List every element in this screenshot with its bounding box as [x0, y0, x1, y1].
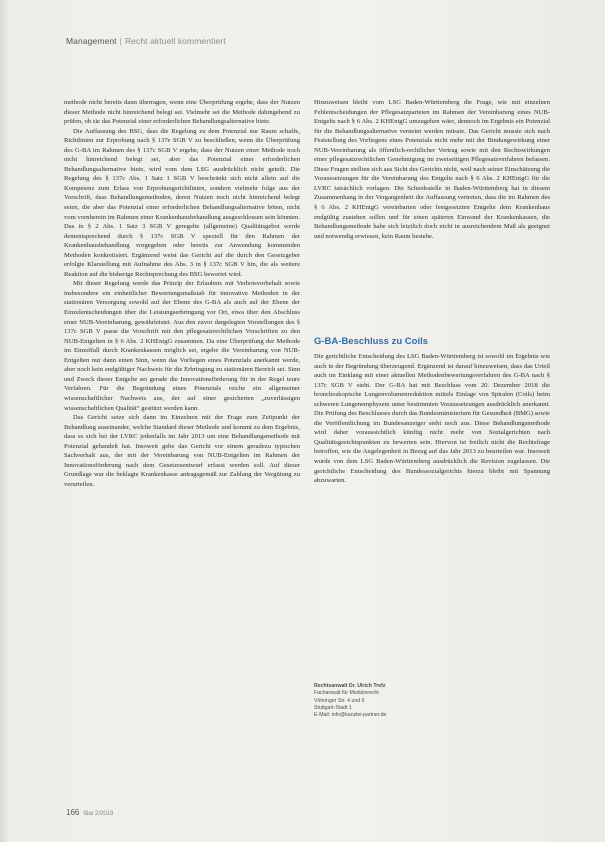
- right-column-lower: [314, 352, 550, 577]
- page-header: [66, 36, 226, 46]
- body-paragraph: Die Auffassung des BSG, dass die Regelung zu dem Potenzial nur Raum schaffe, Richtlinien zur Erprobung nach § 137e SGB V zu beschließen, wenn die Überprüfung des G-BA im Rahmen des § 137c SGB V ergebe, dass der Nutzen einer Methode noch nicht hinreichend belegt sei, aber das Potenzial einer erforderlichen Behandlungsalternative biete, wird vom dem LSG ausdrücklich nicht geteilt. Die Regelung des § 137c Abs. 1 Satz 1 SGB V beschränkt sich nicht allein auf die Kompetenz zum Erlass von Erprobungsrichtlinien, sondern vielmehr folge aus der Vorschrift, dass Behandlungsmethoden, deren Nutzen noch nicht hinreichend belegt seien, die aber das Potenzial einer erforderlichen Behandlungsalternative böten, nicht vom vornherein im Rahmen einer Krankenhausbehandlung ausgeschlossen sein könnten. Das in § 2 Abs. 1 Satz 3 SGB V geregelte (allgemeine) Qualitätsgebot werde dementsprechend durch § 137c SGB V speziell für den Rahmen der Krankenhausbehandlung vorgegeben oder bereits zur Anwendung kommenden Methoden konkretisiert. Ergänzend weist das Gericht auf die durch den Gesetzgeber erfolgte Klarstellung mit Aufnahme des Abs. 3 in § 137c SGB V hin, die als weitere Reaktion auf die bisherige Rechtsprechung des BSG bewertet wird.: [64, 127, 300, 278]
- section-subheading: G-BA-Beschluss zu Coils: [314, 336, 429, 347]
- author-name: Rechtsanwalt Dr. Ulrich Trefz: [314, 683, 386, 689]
- author-address: Vöhringer Str. 4 und 6: [314, 697, 365, 704]
- header-separator: |: [119, 36, 122, 46]
- page-footer: [66, 808, 113, 817]
- body-paragraph: Hinzuweisen bleibt vom LSG Baden-Württemberg die Frage, wie mit einzelnen Fehlentscheidungen der Pflegesatzparteien im Rahmen der Vereinbarung eines NUB-Entgelts nach § 6 Abs. 2 KHEntgG umzugehen wäre, dennoch im Ergebnis ein Potenzial für die Behandlungsalternative verneint werden müsste. Das Gericht musste sich nach Feststellung des Vorliegens eines Potenzials nicht mehr mit der Bindungswirkung einer NUB-Vereinbarung als öffentlich-rechtlicher Vertrag sowie mit den Rechtswirkungen einer pflegesatzrechtlichen Genehmigung im zweiseitigen Pflegesatzverfahren befassen. Diese Fragen stellten sich aus Sicht des Gerichts nicht, weil nach seiner Einschätzung die Voraussetzungen für die Vereinbarung des Entgelts nach § 6 Abs. 2 KHEntgG für die LVRC tatsächlich vorlagen. Die Schiedsstelle in Baden-Württemberg hat in diesem Zusammenhang in der Vergangenheit die Auffassung vertreten, dass die im Rahmen des § 6 Abs. 2 KHEntgG vereinbarten oder festgesetzten Entgelte dem Krankenhaus endgültig zustehen sollen und für einen späteren Einwand der Krankenkassen, die Behandlungsmethode habe sich letztlich doch nicht in ausreichendem Maß als geeignet und notwendig erwiesen, kein Raum bestehe.: [314, 99, 550, 240]
- body-paragraph: Mit dieser Regelung werde das Prinzip der Erlaubnis mit Verbotsvorbehalt sowie insbesondere ein einheitlicher Bewertungsmaßstab für innovative Methoden in der stationären Versorgung sowohl auf der Ebene des G-BA als auch auf der Ebene der Einzelentscheidungen über die Leistungserbringung vor Ort, etwa über den Abschluss einer NUB-Vereinbarung, gewährleistet. Aus den zuvor dargelegten Vorstellungen des § 137c SGB V passe die Vorschrift mit den pflegesatzrechtlichen Vorschriften zu den NUB-Entgelten in § 6 Abs. 2 KHEntgG zusammen. Da eine Überprüfung der Methode im Einzelfall durch Krankenkassen möglich sei, ergebe die Vereinbarung von NUB-Entgelten nur dann einen Sinn, wenn das Vorliegen eines Potenzials anerkannt werde, aber noch kein endgültiger Nachweis für die Erbringung zu stationären Bereich sei. Sinn und Zweck dieser Entgelte sei gerade die Innovationsförderung für in der Regel teure Verfahren. Für die Begründung eines Potenzials reiche ein allgemeiner wissenschaftlicher Nachweis aus, der auf einer gesicherten „zuverlässigen wissenschaftlichen Qualität“ gestützt werden kann.: [64, 280, 300, 412]
- page-number: 166: [66, 808, 80, 817]
- author-city: Stuttgart-Stadt 1: [314, 704, 352, 711]
- author-title: Fachanwalt für Medizinrecht: [314, 690, 379, 697]
- topic-label: Recht aktuell kommentiert: [124, 36, 226, 46]
- body-paragraph: Das Gericht setze sich dann im Einzelnen mit der Frage zum Zeitpunkt der Behandlung auseinander, welche Standard dieser Methode und kommt zu dem Ergebnis, dass es sich bei der LVRC jedenfalls im Jahr 2013 um eine Behandlungsmethode mit Potenzial gehandelt hat. Insoweit gebe das Gericht vor einem geradezu typischen Sachverhalt aus, der mit der Vereinbarung von NUB-Entgelten im Rahmen der Innovationsförderung nach dem Gesetzesentwurf erfasst werden soll. Auf dieser Grundlage war die beklagte Krankenkasse antragsgemäß zur Zahlung der Vergütung zu verurteilen.: [64, 414, 300, 488]
- body-paragraph: Die gerichtliche Entscheidung des LSG Baden-Württemberg ist sowohl im Ergebnis wie auch in der Begründung überzeugend. Ergänzend ist darauf hinzuweisen, dass das Urteil auch im Einklang mit einer aktuellen Methodenbewertungsverfahren des G-BA nach § 137c SGB V steht. Der G-BA hat mit Beschluss vom 20. Dezember 2018 die bronchoskopische Lungenvolumenreduktion mittels Einlage von Spiralen (Coils) beim schweren Lungenemphysem unter bestimmten Voraussetzungen ausdrücklich anerkannt. Die Prüfung des Beschlusses durch das Bundesministerium für Gesundheit (BMG) sowie die Veröffentlichung im Bundesanzeiger steht noch aus. Diese Behandlungsmethode wird daher voraussichtlich künftig nicht mehr von Sozialgerichten nach Qualitätsgesichtspunkten zu bewerten sein. Hiervon ist freilich nicht die Rechtsfrage betroffen, wie die Angelegenheit in Bezug auf das Jahr 2013 zu beurteilen war. Insoweit wurde von dem LSG Baden-Württemberg ausdrücklich die Revision zugelassen. Die gerichtliche Entscheidung des Bundessozialgerichts hierzu bleibt mit Spannung abzuwarten.: [314, 353, 550, 485]
- body-paragraph: methode nicht bereits dann überragen, wenn eine Überprüfung ergebe, dass der Nutzen dieser Methode nicht hinreichend belegt sei. Vielmehr sei die Methode dahingehend zu prüfen, ob sie das Potenzial einer erforderlichen Behandlungsalternative biete.: [64, 99, 300, 126]
- author-box: [314, 683, 514, 719]
- author-email: E-Mail: info@kanzlei-partner.de: [314, 712, 387, 719]
- left-column: [64, 98, 300, 753]
- section-label: Management: [66, 36, 117, 46]
- issue-label: f&w 2/2019: [83, 811, 114, 817]
